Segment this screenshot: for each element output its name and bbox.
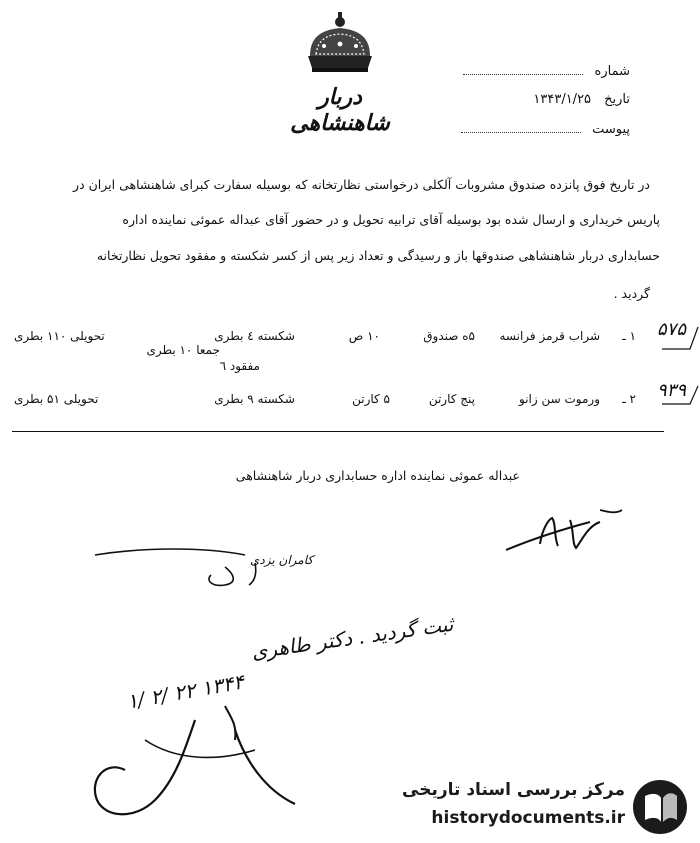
- watermark: [402, 778, 695, 838]
- header-attachment-row: [430, 118, 630, 136]
- letterhead: [260, 8, 420, 136]
- header-date-row: [410, 88, 630, 106]
- item-2-margin-note: ۹۳۹: [656, 380, 686, 401]
- signatory-line: عبداله عموئی نماینده اداره حسابداری دربار شاهنشاهی: [235, 468, 520, 483]
- signature-3: [85, 700, 315, 830]
- watermark-url: historydocuments.ir: [431, 808, 625, 828]
- signature-2: [85, 545, 265, 595]
- body-line-1: در تاریخ فوق پانزده صندوق مشروبات آلکلی درخواستی نظارتخانه که بوسیله سفارت کبرای شاهنشاهی ایران در: [73, 177, 650, 192]
- number-label: شماره: [594, 64, 630, 79]
- item-1-margin-note: ۵۷۵: [656, 319, 686, 340]
- item-1: [0, 315, 700, 375]
- number-dots: [463, 64, 583, 75]
- header-number-row: [430, 60, 630, 78]
- item-2: [0, 380, 700, 410]
- item-2-index: ۲ ـ: [622, 392, 636, 406]
- item-2-margin-bracket: [660, 382, 700, 406]
- item-1-total: جمعا ۱۰ بطری: [146, 343, 220, 357]
- item-2-product: ورموت سن زانو: [519, 392, 600, 406]
- date-label: تاریخ: [604, 92, 630, 107]
- item-2-per-box: ۵ کارتن: [352, 392, 390, 406]
- body-line-2: پاریس خریداری و ارسال شده بود بوسیله آقای ترابیه تحویل و در حضور آقای عبداله عموئی نماینده اداره: [122, 212, 660, 227]
- item-1-missing: مفقود ٦: [219, 359, 260, 373]
- attachment-label: پیوست: [592, 122, 630, 137]
- separator-line: [12, 431, 664, 432]
- watermark-title: مرکز بررسی اسناد تاریخی: [402, 780, 625, 800]
- book-logo-icon: [631, 778, 689, 836]
- handwritten-note-date: ۱/ ۲/ ۲۲ ۱۳۴۴: [125, 669, 246, 714]
- item-1-boxes: ۵ه صندوق: [423, 329, 475, 343]
- second-signatory-name: کامران یزدی: [250, 553, 314, 567]
- crown-emblem: [260, 8, 420, 78]
- attachment-dots: [461, 122, 581, 133]
- body-line-4: گردید .: [613, 286, 650, 301]
- item-1-index: ۱ ـ: [622, 329, 636, 343]
- body-line-3: حسابداری دربار شاهنشاهی صندوقها باز و رسیدگی و تعداد زیر پس از کسر شکسته و مفقود تحویل نظارتخانه: [96, 248, 660, 263]
- item-1-per-box: ۱۰ ص: [348, 329, 380, 343]
- handwritten-note-text: ثبت گردید . دکتر طاهری: [250, 611, 455, 664]
- item-2-broken: شکسته ۹ بطری: [214, 392, 295, 406]
- item-1-product: شراب قرمز فرانسه: [499, 329, 600, 343]
- item-2-delivered: تحویلی ۵۱ بطری: [14, 392, 99, 406]
- item-1-margin-bracket: [660, 323, 700, 353]
- item-1-broken: شکسته ٤ بطری: [214, 329, 295, 343]
- date-value: ۱۳۴۳/۱/۲۵: [533, 92, 592, 107]
- letterhead-org-name: دربار شاهنشاهی: [290, 84, 390, 136]
- signature-1: [500, 500, 630, 560]
- item-1-delivered: تحویلی ۱۱۰ بطری: [14, 329, 105, 343]
- item-2-boxes: پنج کارتن: [428, 392, 475, 406]
